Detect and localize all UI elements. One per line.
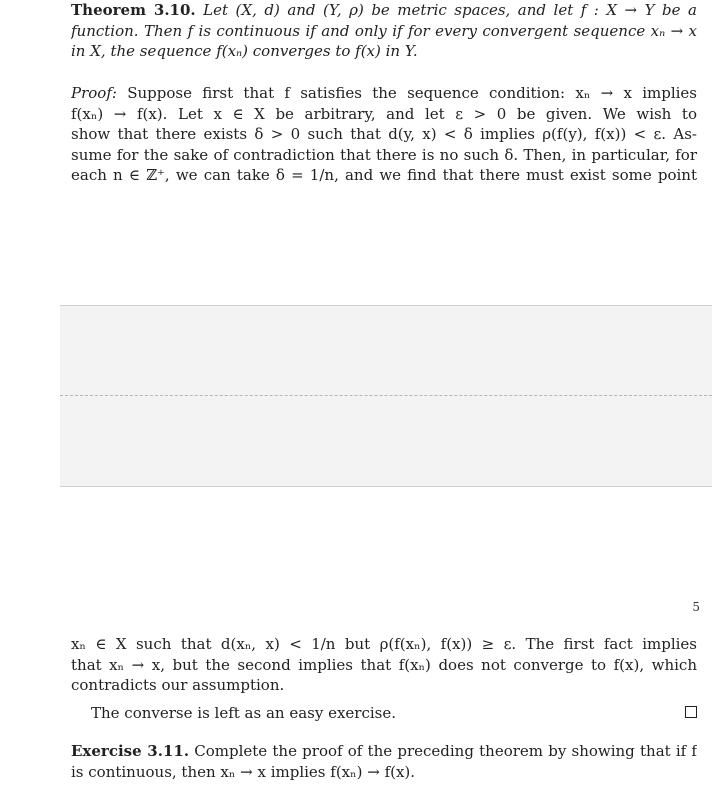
exercise-line-1: Exercise 3.11. Complete the proof of the preceding theorem by showing that if f — [71, 742, 697, 760]
exercise-label: Exercise 3.11. — [71, 742, 190, 760]
converse-text: The converse is left as an easy exercise. — [91, 704, 397, 722]
page-break-divider — [60, 395, 712, 396]
theorem-line-2: function. Then f is continuous if and only if for every convergent sequence xₙ → x — [71, 21, 697, 40]
theorem-line-1: Theorem 3.10. Let (X, d) and (Y, ρ) be metric spaces, and let f : X → Y be a — [71, 1, 697, 19]
proof-bottom-line-3: contradicts our assumption. — [71, 676, 285, 694]
proof-bottom-block — [71, 634, 697, 696]
theorem-block — [71, 0, 697, 62]
proof-label: Proof: — [71, 84, 117, 102]
proof-bottom-line-2: that xₙ → x, but the second implies that f(xₙ) does not converge to f(x), which — [71, 655, 697, 674]
proof-line-4: sume for the sake of contradiction that there is no such δ. Then, in particular, for — [71, 145, 697, 164]
proof-top-block — [71, 83, 697, 186]
proof-bottom-line-1: xₙ ∈ X such that d(xₙ, x) < 1/n but ρ(f(xₙ), f(x)) ≥ ε. The first fact implies — [71, 635, 697, 653]
qed-box-icon — [685, 706, 697, 718]
proof-line-1: Proof: Suppose first that f satisfies the sequence condition: xₙ → x implies — [71, 84, 697, 102]
proof-line-5: each n ∈ ℤ⁺, we can take δ = 1/n, and we find that there must exist some point — [71, 166, 697, 184]
exercise-line-2: is continuous, then xₙ → x implies f(xₙ) → f(x). — [71, 762, 416, 781]
proof-line-2: f(xₙ) → f(x). Let x ∈ X be arbitrary, and let ε > 0 be given. We wish to — [71, 104, 697, 123]
theorem-label: Theorem 3.10. — [71, 1, 196, 19]
proof-line-3: show that there exists δ > 0 such that d(y, x) < δ implies ρ(f(y), f(x)) < ε. As- — [71, 125, 697, 143]
exercise-block — [71, 741, 697, 782]
theorem-line-3: in X, the sequence f(xₙ) converges to f(x) in Y. — [71, 42, 418, 60]
page-break-gap — [60, 305, 712, 487]
page-number: 5 — [692, 600, 700, 614]
converse-paragraph — [71, 703, 697, 724]
